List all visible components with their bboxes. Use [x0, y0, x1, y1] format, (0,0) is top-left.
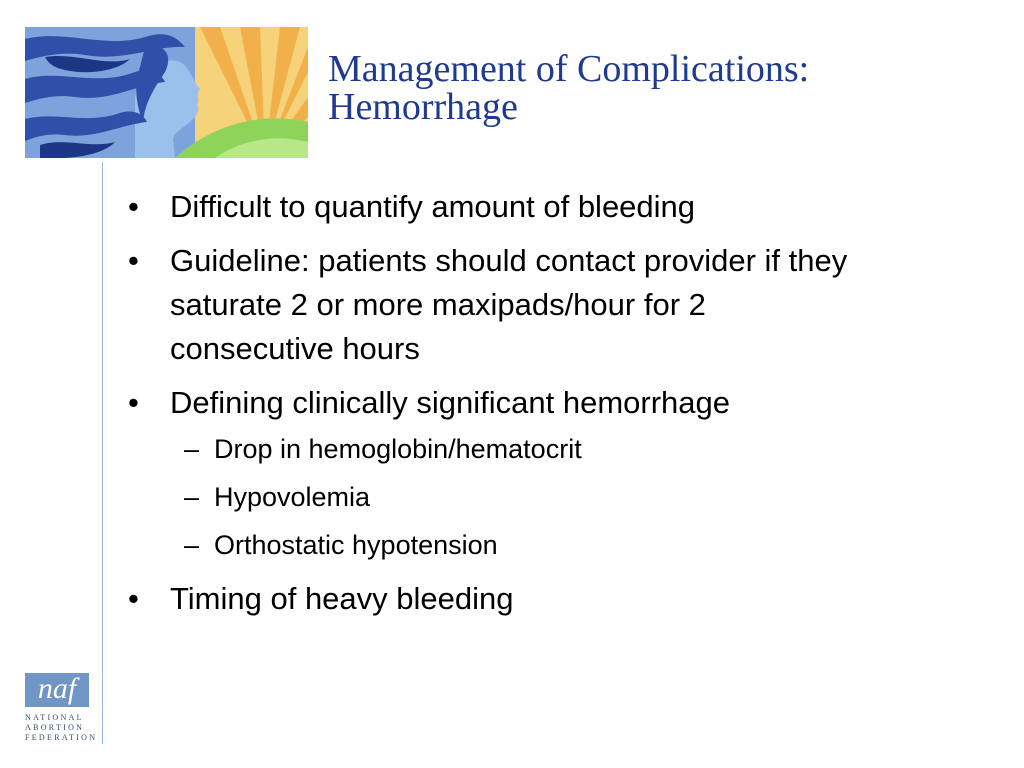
- bullet-text: Timing of heavy bleeding: [170, 581, 514, 616]
- sub-bullet-text: Drop in hemoglobin/hematocrit: [214, 434, 582, 464]
- bullet-item: [128, 185, 888, 229]
- logo-line-2: ABORTION: [25, 723, 85, 732]
- naf-logo-text: [25, 713, 98, 743]
- bullet-mark: •: [128, 385, 139, 420]
- bullet-item: [128, 381, 888, 425]
- title-line-2: Hemorrhage: [328, 86, 518, 128]
- bullet-list: [128, 185, 888, 631]
- sub-bullet-item: [128, 477, 888, 517]
- bullet-item: [128, 577, 888, 621]
- sub-bullet-mark: –: [184, 530, 200, 560]
- bullet-text: Guideline: patients should contact provider if they saturate 2 or more maxipads/hour for 2 consecutive hours: [170, 243, 848, 366]
- sub-bullet-mark: –: [184, 434, 200, 464]
- vertical-divider: [102, 162, 103, 744]
- sub-bullet-text: Hypovolemia: [214, 482, 371, 512]
- sub-bullet-mark: –: [184, 482, 200, 512]
- sub-bullet-item: [128, 525, 888, 565]
- slide-title: [328, 50, 1008, 126]
- sub-bullet-text: Orthostatic hypotension: [214, 530, 498, 560]
- title-line-1: Management of Complications:: [328, 48, 810, 90]
- naf-logo-mark: naf: [25, 673, 89, 707]
- bullet-text: Defining clinically significant hemorrhage: [170, 385, 730, 420]
- logo-line-3: FEDERATION: [25, 733, 98, 742]
- logo-line-1: NATIONAL: [25, 713, 84, 722]
- bullet-text: Difficult to quantify amount of bleeding: [170, 189, 696, 224]
- sub-bullet-item: [128, 429, 888, 469]
- naf-logo: [25, 672, 98, 743]
- bullet-mark: •: [128, 189, 139, 224]
- bullet-mark: •: [128, 581, 139, 616]
- header-artwork: [25, 27, 308, 158]
- bullet-item: [128, 239, 870, 371]
- bullet-mark: •: [128, 243, 139, 278]
